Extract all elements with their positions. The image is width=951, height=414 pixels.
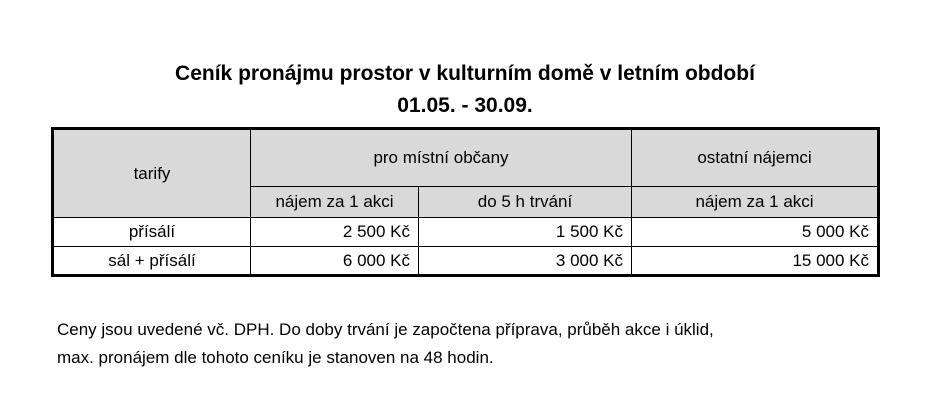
page-title: Ceník pronájmu prostor v kulturním domě v letním období [175, 62, 755, 85]
price-cell: 2 500 Kč [251, 218, 419, 247]
row-label: sál + přísálí [53, 247, 251, 276]
local-citizens-header: pro místní občany [251, 129, 632, 187]
note-line: max. pronájem dle tohoto ceníku je stanoven na 48 hodin. [57, 348, 494, 367]
sub-header-local-5h: do 5 h trvání [419, 187, 632, 218]
table-row [53, 218, 879, 247]
price-cell: 5 000 Kč [632, 218, 879, 247]
price-table [51, 127, 880, 277]
pricing-note [57, 316, 927, 372]
other-tenants-header: ostatní nájemci [632, 129, 879, 187]
tariffs-header: tarify [53, 129, 251, 218]
price-cell: 15 000 Kč [632, 247, 879, 276]
price-cell: 6 000 Kč [251, 247, 419, 276]
price-cell: 1 500 Kč [419, 218, 632, 247]
price-cell: 3 000 Kč [419, 247, 632, 276]
note-line: Ceny jsou uvedené vč. DPH. Do doby trvání je započtena příprava, průběh akce i úklid, [57, 320, 714, 339]
sub-header-local-per-event: nájem za 1 akci [251, 187, 419, 218]
period-subtitle: 01.05. - 30.09. [397, 94, 533, 117]
row-label: přísálí [53, 218, 251, 247]
table-row [53, 247, 879, 276]
sub-header-others-per-event: nájem za 1 akci [632, 187, 879, 218]
